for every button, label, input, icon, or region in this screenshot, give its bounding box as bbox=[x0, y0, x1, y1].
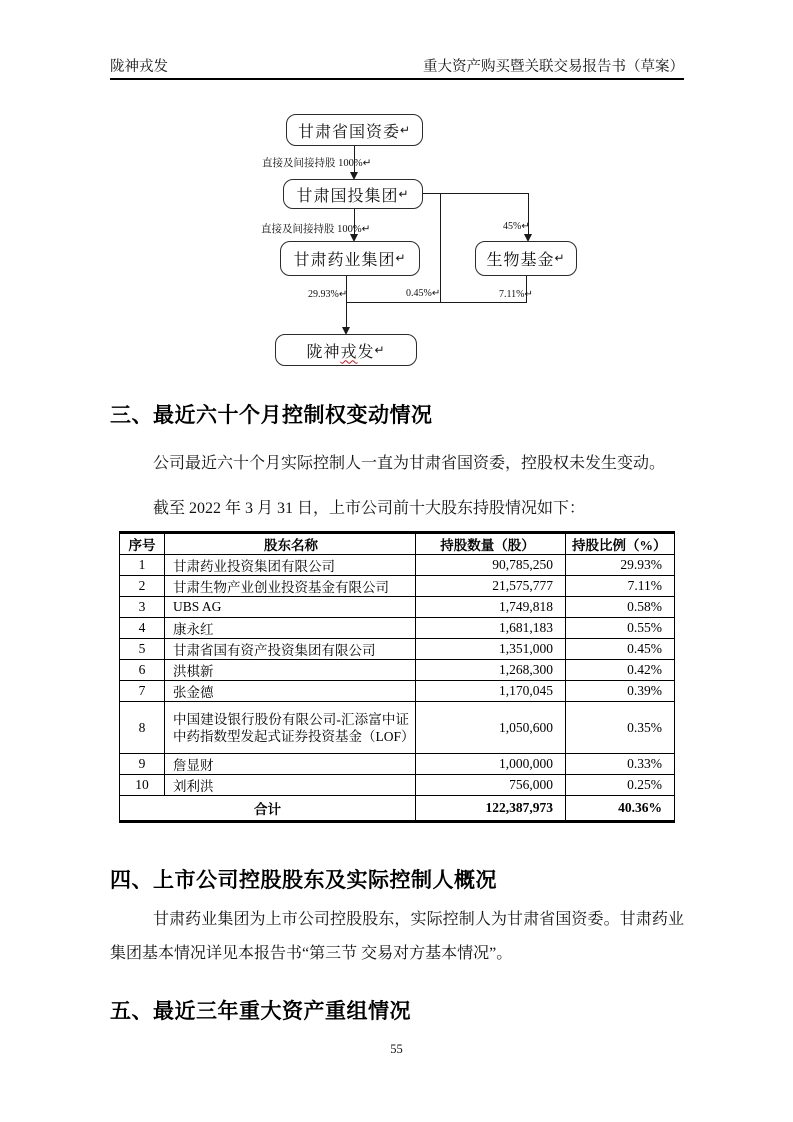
node-gansu-pharma-group bbox=[280, 241, 420, 276]
table-row bbox=[120, 702, 675, 754]
edge-label-45pct: 45%↵ bbox=[503, 221, 530, 232]
return-mark: ↵ bbox=[398, 186, 410, 201]
node-label-spellcheck: 戎 bbox=[340, 343, 358, 361]
cell-ratio: 0.55% bbox=[566, 618, 675, 639]
table-row bbox=[120, 555, 675, 576]
edge-label-2993pct: 29.93%↵ bbox=[308, 289, 348, 300]
section-4-paragraph-1: 甘肃药业集团为上市公司控股股东，实际控制人为甘肃省国资委。甘肃药业集团基本情况详见本报告书“第三节 交易对方基本情况”。 bbox=[110, 911, 684, 962]
cell-ratio: 0.35% bbox=[566, 702, 675, 754]
section-4-heading: 四、上市公司控股股东及实际控制人概况 bbox=[110, 869, 497, 892]
cell-index: 6 bbox=[120, 660, 165, 681]
cell-shareholder-name: 康永红 bbox=[165, 618, 416, 639]
cell-shares: 1,749,818 bbox=[416, 597, 566, 618]
cell-ratio: 0.45% bbox=[566, 639, 675, 660]
node-label: 发 bbox=[357, 343, 375, 361]
cell-total-shares: 122,387,973 bbox=[416, 796, 566, 822]
connector-line bbox=[440, 193, 441, 303]
return-mark: ↵ bbox=[399, 122, 412, 137]
node-label: 甘肃国投集团 bbox=[296, 187, 399, 205]
cell-shareholder-name: 中国建设银行股份有限公司-汇添富中证中药指数型发起式证券投资基金（LOF） bbox=[165, 702, 416, 754]
cell-shares: 21,575,777 bbox=[416, 576, 566, 597]
cell-ratio: 0.42% bbox=[566, 660, 675, 681]
cell-shares: 1,000,000 bbox=[416, 754, 566, 775]
cell-shares: 756,000 bbox=[416, 775, 566, 796]
return-mark: ↵ bbox=[374, 342, 386, 357]
cell-shareholder-name: 张金德 bbox=[165, 681, 416, 702]
node-label: 陇神 bbox=[306, 343, 341, 361]
cell-index: 2 bbox=[120, 576, 165, 597]
cell-index: 8 bbox=[120, 702, 165, 754]
cell-ratio: 7.11% bbox=[566, 576, 675, 597]
node-label: 生物基金 bbox=[486, 252, 555, 269]
connector-line bbox=[346, 302, 527, 303]
node-gansu-sasac bbox=[286, 114, 423, 146]
node-longshen-rongfa bbox=[275, 334, 417, 366]
cell-index: 3 bbox=[120, 597, 165, 618]
cell-index: 9 bbox=[120, 754, 165, 775]
col-header-ratio: 持股比例（%） bbox=[566, 533, 675, 555]
cell-shareholder-name: UBS AG bbox=[165, 597, 416, 618]
table-row bbox=[120, 754, 675, 775]
ownership-structure-diagram bbox=[230, 105, 590, 375]
cell-ratio: 29.93% bbox=[566, 555, 675, 576]
cell-index: 5 bbox=[120, 639, 165, 660]
cell-index: 1 bbox=[120, 555, 165, 576]
col-header-name: 股东名称 bbox=[165, 533, 416, 555]
cell-total-ratio: 40.36% bbox=[566, 796, 675, 822]
header-doc-title: 重大资产购买暨关联交易报告书（草案） bbox=[423, 59, 684, 75]
table-row bbox=[120, 639, 675, 660]
top-shareholders-table bbox=[119, 531, 675, 823]
col-header-index: 序号 bbox=[120, 533, 165, 555]
cell-ratio: 0.39% bbox=[566, 681, 675, 702]
return-mark: ↵ bbox=[554, 251, 566, 265]
cell-index: 10 bbox=[120, 775, 165, 796]
cell-shares: 1,170,045 bbox=[416, 681, 566, 702]
section-3-paragraph-2: 截至 2022 年 3 月 31 日，上市公司前十大股东持股情况如下： bbox=[153, 500, 586, 517]
connector-line bbox=[423, 193, 529, 194]
cell-shares: 90,785,250 bbox=[416, 555, 566, 576]
edge-label-045pct: 0.45%↵ bbox=[406, 288, 441, 299]
node-label: 甘肃药业集团 bbox=[293, 252, 396, 269]
col-header-shares: 持股数量（股） bbox=[416, 533, 566, 555]
cell-shares: 1,351,000 bbox=[416, 639, 566, 660]
return-mark: ↵ bbox=[395, 251, 407, 265]
section-3-paragraph-1: 公司最近六十个月实际控制人一直为甘肃省国资委，控股权未发生变动。 bbox=[153, 455, 666, 472]
node-gansu-guotou-group bbox=[283, 179, 423, 209]
table-row bbox=[120, 618, 675, 639]
table-row bbox=[120, 681, 675, 702]
cell-ratio: 0.58% bbox=[566, 597, 675, 618]
cell-ratio: 0.25% bbox=[566, 775, 675, 796]
edge-label-holding-100-top: 直接及间接持股 100%↵ bbox=[262, 158, 372, 169]
cell-shareholder-name: 甘肃生物产业创业投资基金有限公司 bbox=[165, 576, 416, 597]
edge-label-711pct: 7.11%↵ bbox=[499, 289, 533, 300]
header-short-title: 陇神戎发 bbox=[110, 59, 168, 75]
table-row bbox=[120, 597, 675, 618]
cell-shares: 1,681,183 bbox=[416, 618, 566, 639]
table-header-row bbox=[120, 533, 675, 555]
cell-index: 7 bbox=[120, 681, 165, 702]
cell-shareholder-name: 詹显财 bbox=[165, 754, 416, 775]
table-total-row bbox=[120, 796, 675, 822]
table-row bbox=[120, 576, 675, 597]
edge-label-holding-100-mid: 直接及间接持股 100%↵ bbox=[261, 224, 371, 235]
cell-total-label: 合计 bbox=[120, 796, 416, 822]
cell-shareholder-name: 洪棋新 bbox=[165, 660, 416, 681]
node-label: 甘肃省国资委 bbox=[297, 123, 400, 141]
cell-shareholder-name: 甘肃药业投资集团有限公司 bbox=[165, 555, 416, 576]
header-rule bbox=[110, 78, 684, 80]
cell-index: 4 bbox=[120, 618, 165, 639]
section-5-heading: 五、最近三年重大资产重组情况 bbox=[110, 1000, 411, 1023]
section-3-heading: 三、最近六十个月控制权变动情况 bbox=[110, 404, 433, 427]
cell-shares: 1,268,300 bbox=[416, 660, 566, 681]
table-row bbox=[120, 775, 675, 796]
cell-shareholder-name: 刘利洪 bbox=[165, 775, 416, 796]
page-number: 55 bbox=[390, 1042, 403, 1056]
cell-ratio: 0.33% bbox=[566, 754, 675, 775]
table-row bbox=[120, 660, 675, 681]
node-bio-fund bbox=[475, 241, 577, 276]
cell-shares: 1,050,600 bbox=[416, 702, 566, 754]
cell-shareholder-name: 甘肃省国有资产投资集团有限公司 bbox=[165, 639, 416, 660]
